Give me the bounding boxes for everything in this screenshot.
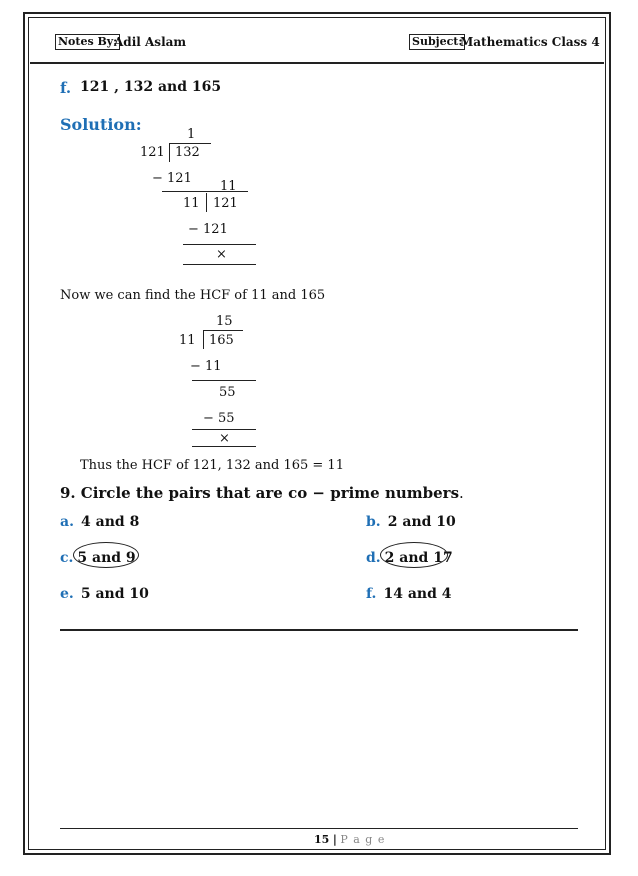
division-bar-3 — [203, 330, 243, 331]
option-letter: f. — [366, 586, 377, 602]
option-letter: a. — [60, 514, 74, 530]
option-b — [366, 511, 456, 530]
question-period: . — [459, 484, 464, 502]
answer-circle-c — [73, 542, 139, 568]
subtract-line-3b — [192, 429, 256, 430]
page-footer — [314, 833, 385, 846]
page-label: P a g e — [340, 833, 386, 846]
option-letter: e. — [60, 586, 74, 602]
option-text: 2 and 10 — [387, 514, 456, 530]
option-a — [60, 511, 139, 530]
header-rule — [30, 62, 604, 64]
page-number: 15 — [314, 833, 330, 846]
remainder-2: × — [216, 247, 227, 262]
partial-3: 55 — [219, 385, 236, 400]
answer-circle-d — [380, 542, 448, 568]
divisor-2: 11 — [183, 196, 200, 211]
problem-letter: f. — [60, 79, 72, 97]
subject-label: Subject: — [409, 34, 465, 50]
notes-by-label: Notes By: — [55, 34, 120, 50]
page-border-inner — [28, 17, 606, 850]
subtract-3b: − 55 — [203, 411, 235, 426]
problem-numbers: 121 , 132 and 165 — [80, 79, 222, 95]
option-letter: d. — [366, 550, 381, 566]
quotient-1: 1 — [187, 127, 196, 142]
dividend-1: 132 — [175, 145, 200, 160]
quotient-2: 11 — [220, 179, 237, 194]
question-text: Circle the pairs that are co − prime numbers — [80, 484, 460, 502]
option-text: 2 and 17 — [384, 550, 453, 566]
remainder-line-3 — [192, 446, 256, 447]
hcf-conclusion: Thus the HCF of 121, 132 and 165 = 11 — [80, 458, 344, 473]
subtract-line-3a — [192, 380, 256, 381]
quotient-3: 15 — [216, 314, 233, 329]
dividend-2: 121 — [213, 196, 238, 211]
option-text: 5 and 10 — [80, 586, 149, 602]
remainder-3: × — [219, 431, 230, 446]
footer-separator: | — [332, 833, 337, 846]
division-bracket-3 — [203, 330, 204, 349]
option-letter: c. — [60, 550, 74, 566]
remainder-line-2 — [183, 264, 256, 265]
option-letter: b. — [366, 514, 381, 530]
subtract-1: − 121 — [152, 171, 192, 186]
solution-label: Solution: — [60, 115, 142, 134]
hcf-text: Now we can find the HCF of 11 and 165 — [60, 288, 326, 303]
section-divider — [60, 629, 578, 631]
question-9 — [60, 483, 464, 502]
question-number: 9. — [60, 484, 76, 502]
footer-rule — [60, 828, 578, 829]
subtract-2: − 121 — [188, 222, 228, 237]
option-f — [366, 583, 452, 602]
division-bracket-2 — [206, 193, 207, 212]
option-text: 4 and 8 — [81, 514, 140, 530]
division-bar-1 — [169, 143, 211, 144]
option-text: 14 and 4 — [383, 586, 452, 602]
division-bracket-1 — [169, 143, 170, 162]
divisor-1: 121 — [140, 145, 165, 160]
subtract-line-2 — [183, 244, 256, 245]
option-e — [60, 583, 149, 602]
subtract-3a: − 11 — [190, 359, 222, 374]
divisor-3: 11 — [179, 333, 196, 348]
subject-name: Mathematics Class 4 — [460, 35, 600, 49]
option-text: 5 and 9 — [77, 550, 136, 566]
author-name: Adil Aslam — [114, 35, 187, 49]
dividend-3: 165 — [209, 333, 234, 348]
